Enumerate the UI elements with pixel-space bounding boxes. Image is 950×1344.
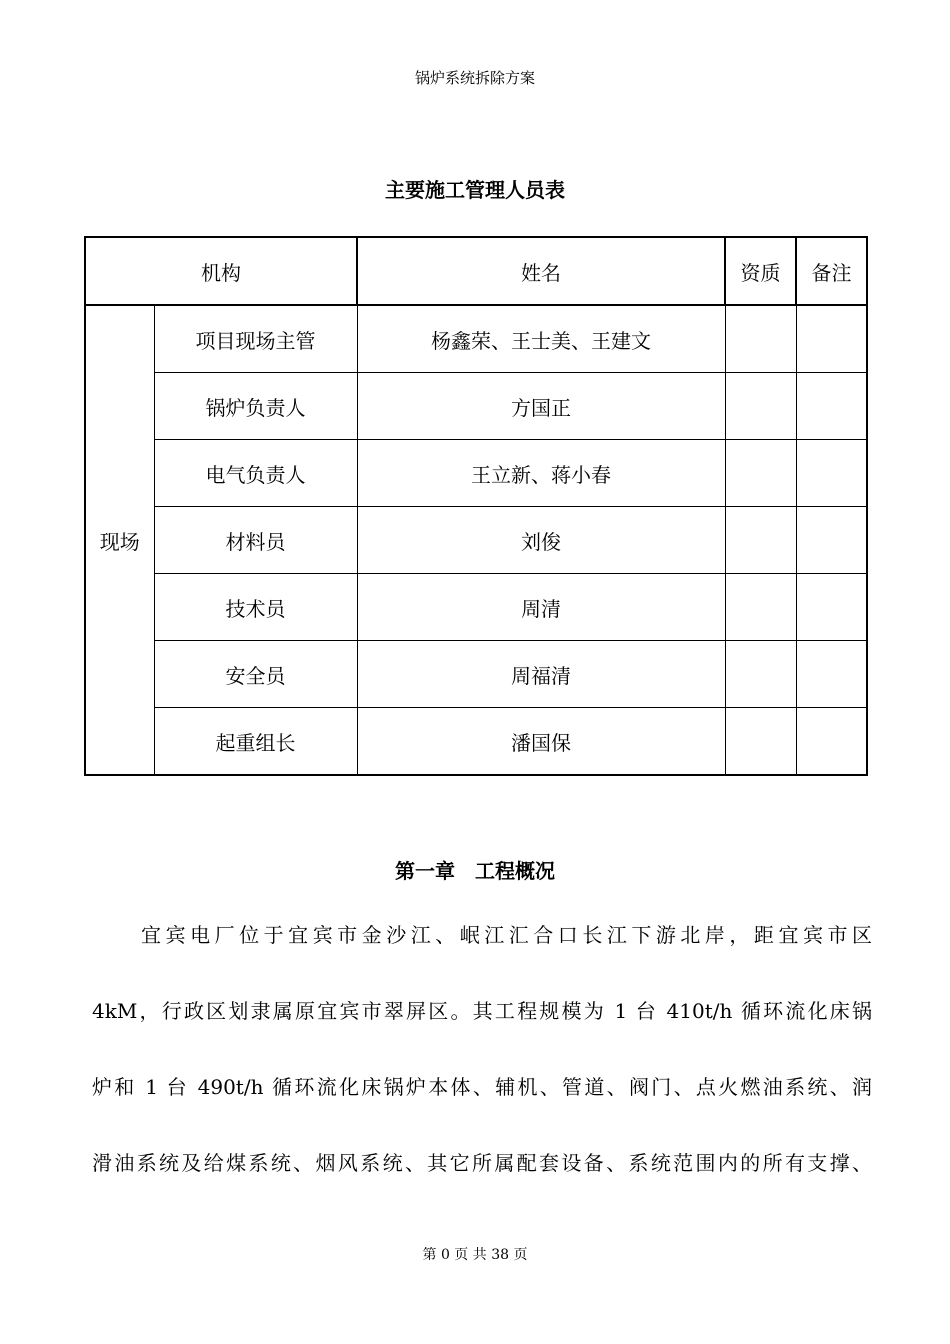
header-org: 机构 — [85, 237, 357, 305]
table-row — [85, 305, 867, 373]
chapter-heading: 第一章 工程概况 — [395, 859, 555, 883]
remark-cell — [796, 708, 867, 776]
qualification-cell — [725, 641, 796, 708]
header-qualification: 资质 — [725, 237, 796, 305]
qualification-cell — [725, 305, 796, 373]
qualification-cell — [725, 708, 796, 776]
paragraph-line: 滑油系统及给煤系统、烟风系统、其它所属配套设备、系统范围内的所有支撑、 — [92, 1151, 872, 1175]
qualification-cell — [725, 574, 796, 641]
table-header-row — [85, 237, 867, 305]
name-cell: 周福清 — [357, 641, 725, 708]
role-cell: 安全员 — [154, 641, 357, 708]
name-cell: 王立新、蒋小春 — [357, 440, 725, 507]
qualification-cell — [725, 440, 796, 507]
table-row — [85, 507, 867, 574]
role-cell: 电气负责人 — [154, 440, 357, 507]
page-header: 锅炉系统拆除方案 — [414, 69, 535, 87]
table-row — [85, 373, 867, 440]
table-title: 主要施工管理人员表 — [385, 178, 565, 202]
header-name: 姓名 — [357, 237, 725, 305]
role-cell: 锅炉负责人 — [154, 373, 357, 440]
staff-table — [84, 236, 868, 776]
name-cell: 杨鑫荣、王士美、王建文 — [357, 305, 725, 373]
name-cell: 方国正 — [357, 373, 725, 440]
table-row — [85, 641, 867, 708]
header-remark: 备注 — [796, 237, 867, 305]
group-label-cell: 现场 — [85, 305, 154, 775]
remark-cell — [796, 507, 867, 574]
qualification-cell — [725, 373, 796, 440]
role-cell: 材料员 — [154, 507, 357, 574]
name-cell: 潘国保 — [357, 708, 725, 776]
table-row — [85, 574, 867, 641]
remark-cell — [796, 305, 867, 373]
role-cell: 起重组长 — [154, 708, 357, 776]
name-cell: 刘俊 — [357, 507, 725, 574]
remark-cell — [796, 641, 867, 708]
remark-cell — [796, 440, 867, 507]
remark-cell — [796, 373, 867, 440]
paragraph-line: 宜宾电厂位于宜宾市金沙江、岷江汇合口长江下游北岸，距宜宾市区 — [92, 923, 872, 947]
role-cell: 项目现场主管 — [154, 305, 357, 373]
name-cell: 周清 — [357, 574, 725, 641]
table-row — [85, 708, 867, 776]
paragraph-line: 4kM，行政区划隶属原宜宾市翠屏区。其工程规模为 1 台 410t/h 循环流化床锅 — [92, 999, 872, 1023]
paragraph-line: 炉和 1 台 490t/h 循环流化床锅炉本体、辅机、管道、阀门、点火燃油系统、润 — [92, 1075, 872, 1099]
remark-cell — [796, 574, 867, 641]
qualification-cell — [725, 507, 796, 574]
page-footer: 第 0 页 共 38 页 — [422, 1247, 528, 1263]
role-cell: 技术员 — [154, 574, 357, 641]
table-row — [85, 440, 867, 507]
